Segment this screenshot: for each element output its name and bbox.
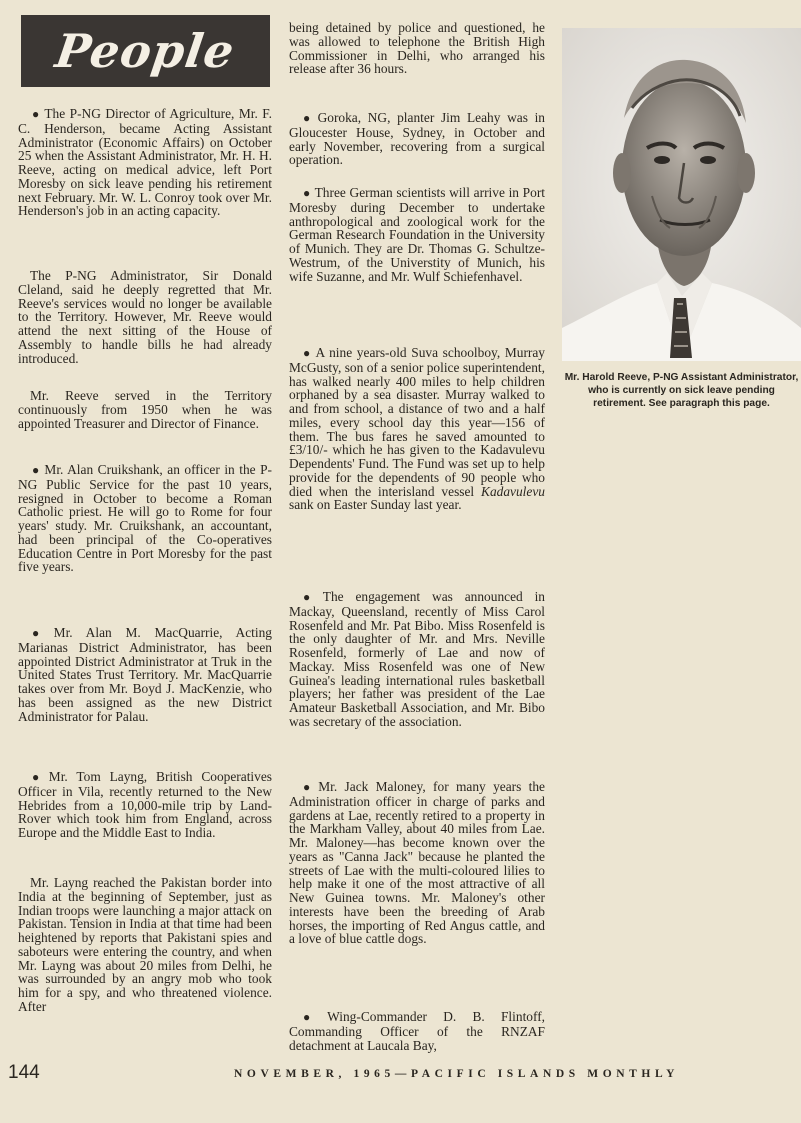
page-footer xyxy=(0,1062,801,1092)
article-german-scientists: ● Three German scientists will arrive in Port Moresby during December to undertake anthropological and zoological work for the German Research Foundation in the University of Munich. They are Dr. Thomas G. Schultze-Westrum, of the Universtity of Munich, his wife Suzanne, and Mr. Wulf Schiefenhavel. xyxy=(289,185,546,284)
article-paragraph: The P-NG Administrator, Sir Donald Cleland, said he deeply regretted that Mr. Reeve's services would no longer be available to the Territory. However, Mr. Reeve would attend the next sitting of the House of Assembly to handle bills he had already introduced. xyxy=(18,268,272,366)
article-macquarrie: ● Mr. Alan M. MacQuarrie, Acting Marianas District Administrator, has been appointed District Administrator at Truk in the United States Trust Territory. Mr. MacQuarrie takes over from Mr. Boyd J. MacKenzie, who has been assigned as the new District Administrator for Palau. xyxy=(18,625,272,724)
article-paragraph: being detained by police and questioned, he was allowed to telephone the British High Commissioner in Delhi, who arranged his release after 36 hours. xyxy=(289,20,545,77)
article-henderson: ● The P-NG Director of Agriculture, Mr. F. C. Henderson, became Acting Assistant Administrator (Economic Affairs) on October 25 when the Assistant Administrator, Mr. H. H. Reeve, acting on medical advice, left Port Moresby on sick leave pending his retirement next February. Mr. W. L. Conroy took over Mr. Henderson's job in an acting capacity. xyxy=(18,106,273,219)
photo-caption: Mr. Harold Reeve, P-NG Assistant Administrator, who is currently on sick leave pending retirement. See paragraph this page. xyxy=(564,372,799,409)
bullet-icon: ● xyxy=(32,107,41,121)
article-leahy: ● Goroka, NG, planter Jim Leahy was in Gloucester House, Sydney, in October and early November, recovering from a surgical operation. xyxy=(289,110,545,168)
portrait-photo xyxy=(562,28,801,361)
article-paragraph: Mr. Layng reached the Pakistan border into India at the beginning of September, just as Indian troops were launching a major attack on Pakistan. Tension in India at that time had been heightened by reports that Pakistani spies and saboteurs were entering the country, and when Mr. Layng was about 20 miles from Delhi, he was surrounded by an angry mob who took him for a spy, and who threatened violence. After xyxy=(18,875,272,1014)
ship-name: Kadavulevu xyxy=(481,483,545,499)
bullet-icon: ● xyxy=(303,590,319,604)
article-mcgusty: ● A nine years-old Suva schoolboy, Murray McGusty, son of a senior police superintendent, has walked nearly 400 miles to help children orphaned by a sea disaster. Murray walked to and from school, a distance of two and a half miles, every school day this year—156 of them. The bus fares he saved amounted to £3/10/- which he has given to the Kadavulevu Dependents' Fund. The Fund was set up to help provide for the dependents of 90 people who died when the interisland vessel Kadavulevu sank on Easter Sunday last year. xyxy=(289,345,546,513)
section-banner xyxy=(21,15,270,87)
issue-line: NOVEMBER, 1965—PACIFIC ISLANDS MONTHLY xyxy=(234,1068,680,1080)
article-cruikshank: ● Mr. Alan Cruikshank, an officer in the P-NG Public Service for the past 10 years, resigned in October to become a Roman Catholic priest. He will go to Rome for four years' study. Mr. Cruikshank, an accountant, had been principal of the Co-operatives Education Centre in Port Moresby for the past five years. xyxy=(18,462,273,575)
bullet-icon: ● xyxy=(32,770,45,784)
article-layng: ● Mr. Tom Layng, British Cooperatives Officer in Vila, recently returned to the New Hebrides from a 10,000-mile trip by Land-Rover which took him from England, across Europe and the Middle East to India. xyxy=(18,769,273,840)
bullet-icon: ● xyxy=(303,1010,324,1024)
bullet-icon: ● xyxy=(32,463,41,477)
article-maloney: ● Mr. Jack Maloney, for many years the Administration officer in charge of parks and gardens at Lae, recently retired to a property in the Markham Valley, about 40 miles from Lae. Mr. Maloney—has become known over the years as "Canna Jack" because he planted the streets of Lae with the multi-coloured lilies to help make it one of the most attractive of all New Guinea towns. Mr. Maloney's other interests have been the breeding of Arab horses, the importing of Red Angus cattle, and a love of blue cattle dogs. xyxy=(289,779,546,947)
article-paragraph: Mr. Reeve served in the Territory continuously from 1950 when he was appointed Treasurer and Director of Finance. xyxy=(18,388,272,431)
section-title: People xyxy=(52,24,239,78)
bullet-icon: ● xyxy=(32,626,50,640)
article-flintoff: ● Wing-Commander D. B. Flintoff, Commanding Officer of the RNZAF detachment at Laucala Bay, xyxy=(289,1009,546,1053)
bullet-icon: ● xyxy=(303,780,315,794)
portrait-image xyxy=(562,28,801,361)
bullet-icon: ● xyxy=(303,111,314,125)
article-rosenfeld: ● The engagement was announced in Mackay, Queensland, recently of Miss Carol Rosenfeld and Mr. Pat Bibo. Miss Rosenfeld is the only daughter of Mr. and Mrs. Neville Rosenfeld, formerly of Lae and now of Mackay. Miss Rosenfeld was one of New Guinea's leading international rules basketball players; her father was president of the Lae Amateur Basketball Association, and Mr. Bibo was secretary of the association. xyxy=(289,589,545,729)
page-number: 144 xyxy=(8,1062,40,1083)
bullet-icon: ● xyxy=(303,186,311,200)
bullet-icon: ● xyxy=(303,346,312,360)
